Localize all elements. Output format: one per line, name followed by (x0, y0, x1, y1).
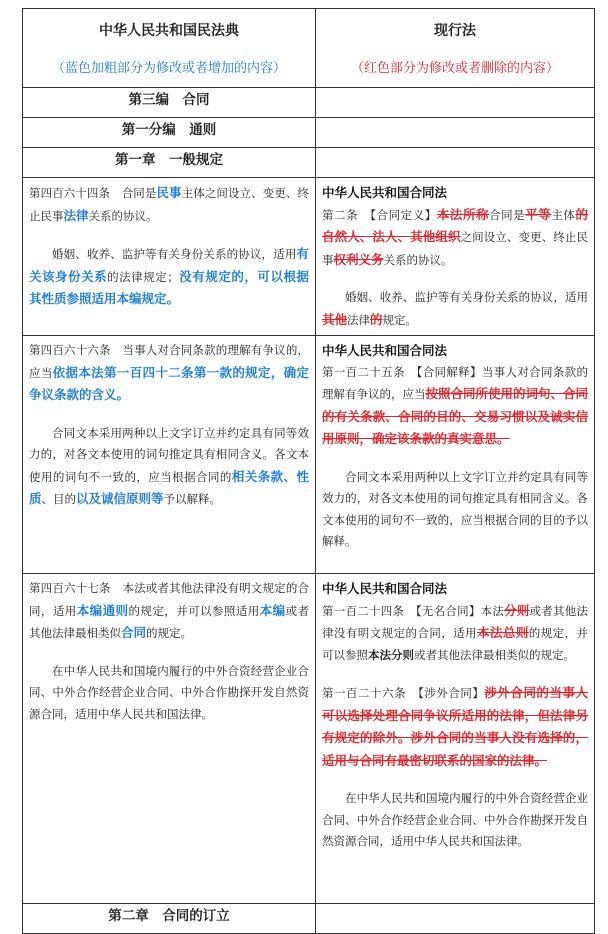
article-467-current-law (316, 574, 595, 904)
paragraph: 合同文本采用两种以上文字订立并约定具有同等效力的，对各文本使用的词句推定具有相同含义。各文本使用的词句不一致的，应当根据合同的相关条款、性质、目的以及诚信原则等予以解释。 (29, 425, 309, 506)
chapter1-row (23, 148, 595, 178)
article-464-civil-code (23, 178, 316, 336)
red-legend-note: （红色部分为修改或者删除的内容） (350, 61, 559, 76)
article-467-civil-code (23, 574, 316, 904)
part-heading: 第三编 合同 (23, 88, 316, 118)
article-466-current-law (316, 336, 595, 574)
paragraph: 第四百六十四条 合同是民事主体之间设立、变更、终止民事法律关系的协议。 (29, 185, 310, 223)
paragraph: 第一百二十六条 【涉外合同】涉外合同的当事人可以选择处理合同争议所适用的法律，但法律另有规定的除外。涉外合同的当事人没有选择的，适用与合同有最密切联系的国家的法律。 (322, 685, 588, 768)
law-name: 中华人民共和国合同法 (322, 581, 448, 596)
paragraph: 在中华人民共和国境内履行的中外合资经营企业合同、中外合作经营企业合同、中外合作勘探开发自然资源合同，适用中华人民共和国法律。 (29, 663, 309, 721)
law-name: 中华人民共和国合同法 (322, 343, 448, 358)
paragraph: 合同文本采用两种以上文字订立并约定具有同等效力的，对各文本使用的词句推定具有相同含义。各文本使用的词句不一致的，应当根据合同的目的予以解释。 (322, 469, 588, 548)
article-466-civil-code (23, 336, 316, 574)
paragraph: 第一百二十四条 【无名合同】本法分则或者其他法律没有明文规定的合同，适用本法总则的规定，并可以参照本法分则或者其他法律最相类似的规定。 (322, 602, 588, 662)
header-row (23, 9, 595, 88)
part-row (23, 88, 595, 118)
paragraph: 第四百六十七条 本法或者其他法律没有明文规定的合同，适用本编通则的规定，并可以参照适用本编或者其他法律最相类似合同的规定。 (29, 581, 310, 640)
subpart-heading: 第一分编 通则 (23, 118, 316, 148)
paragraph: 婚姻、收养、监护等有关身份关系的协议，适用有关该身份关系的法律规定；没有规定的，可以根据其性质参照适用本编规定。 (29, 246, 309, 306)
chapter1-heading: 第一章 一般规定 (23, 148, 316, 178)
comparison-table (22, 8, 595, 934)
article-467-row (23, 574, 595, 904)
paragraph: 婚姻、收养、监护等有关身份关系的协议，适用其他法律的规定。 (322, 290, 588, 327)
paragraph: 第二条 【合同定义】本法所称合同是平等主体的自然人、法人、其他组织之间设立、变更、终止民事权利义务关系的协议。 (322, 206, 588, 267)
chapter2-row (23, 904, 595, 934)
paragraph: 第四百六十六条 当事人对合同条款的理解有争议的，应当依据本法第一百四十二条第一款的规定，确定争议条款的含义。 (29, 343, 309, 402)
chapter2-heading: 第二章 合同的订立 (23, 904, 316, 934)
civil-code-title: 中华人民共和国民法典 (99, 23, 239, 39)
header-right (316, 9, 595, 88)
blue-legend-note: （蓝色加粗部分为修改或者增加的内容） (51, 61, 286, 76)
article-466-row (23, 336, 595, 574)
law-name: 中华人民共和国合同法 (322, 185, 448, 200)
current-law-title: 现行法 (434, 23, 476, 39)
header-left (23, 9, 316, 88)
paragraph: 第一百二十五条 【合同解释】当事人对合同条款的理解有争议的，应当按照合同所使用的词句、合同的有关条款、合同的目的、交易习惯以及诚实信用原则，确定该条款的真实意思。 (322, 364, 589, 446)
subpart-row (23, 118, 595, 148)
article-464-row (23, 178, 595, 336)
article-464-current-law (316, 178, 595, 336)
paragraph: 在中华人民共和国境内履行的中外合资经营企业合同、中外合作经营企业合同、中外合作勘探开发自然资源合同，适用中华人民共和国法律。 (322, 791, 588, 848)
